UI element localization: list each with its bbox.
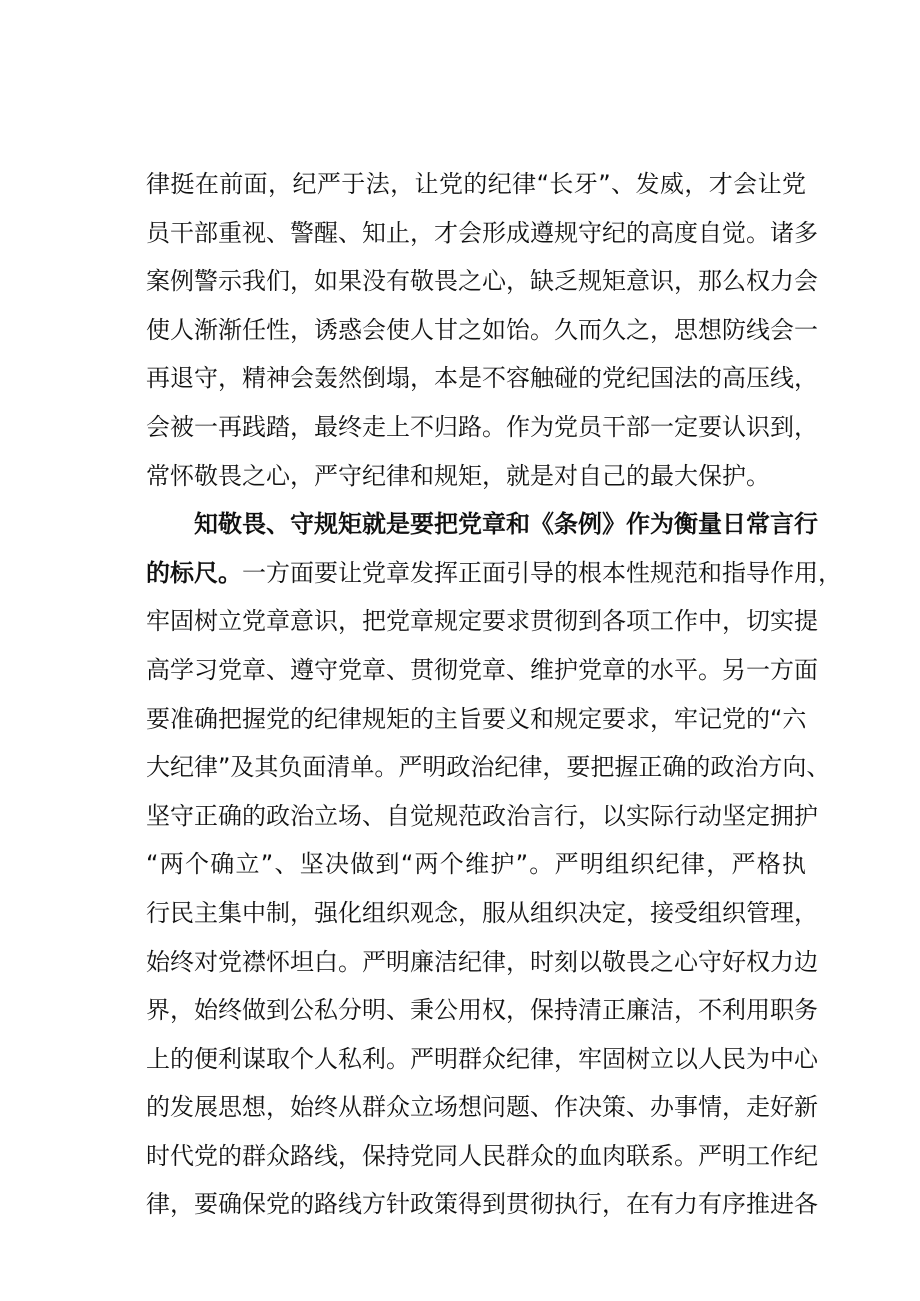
text-line: “两个确立”、坚决做到“两个维护”。严明组织纪律，严格执 [146,850,806,879]
paragraph-1 [146,160,818,500]
bold-heading-end: 的标尺。 [146,558,242,587]
heading-line [146,500,818,549]
text-line: 时代党的群众路线，保持党同人民群众的血肉联系。严明工作纪 [146,1141,818,1170]
text-line: 再退守，精神会轰然倒塌，本是不容触碰的党纪国法的高压线， [146,364,818,393]
body-text [146,160,842,1229]
text-line-rest: 一方面要让党章发挥正面引导的根本性规范和指导作用， [242,558,842,587]
text-line: 律，要确保党的路线方针政策得到贯彻执行，在有力有序推进各 [146,1190,818,1219]
text-line: 律挺在前面，纪严于法，让党的纪律“长牙”、发威，才会让党 [146,170,806,198]
text-line: 上的便利谋取个人私利。严明群众纪律，牢固树立以人民为中心 [146,1044,818,1073]
text-line: 始终对党襟怀坦白。严明廉洁纪律，时刻以敬畏之心守好权力边 [146,947,818,976]
text-line: 坚守正确的政治立场、自觉规范政治言行，以实际行动坚定拥护 [146,801,818,830]
paragraph-2 [146,500,842,1229]
text-line: 高学习党章、遵守党章、贯彻党章、维护党章的水平。另一方面 [146,655,818,684]
text-line: 界，始终做到公私分明、秉公用权，保持清正廉洁，不利用职务 [146,996,818,1025]
heading-continuation-line [146,549,842,598]
text-line: 的发展思想，始终从群众立场想问题、作决策、办事情，走好新 [146,1093,818,1122]
text-line: 要准确把握党的纪律规矩的主旨要义和规定要求，牢记党的“六 [146,704,807,733]
bold-heading-text: 知敬畏、守规矩就是要把党章和《条例》作为衡量日常言行 [194,510,818,539]
text-line: 大纪律”及其负面清单。严明政治纪律，要把握正确的政治方向、 [146,753,831,782]
text-line: 会被一再践踏，最终走上不归路。作为党员干部一定要认识到， [146,412,818,441]
text-line: 行民主集中制，强化组织观念，服从组织决定，接受组织管理， [146,898,818,927]
text-line: 牢固树立党章意识，把党章规定要求贯彻到各项工作中，切实提 [146,607,818,636]
text-line: 员干部重视、警醒、知止，才会形成遵规守纪的高度自觉。诸多 [146,218,818,247]
text-line: 使人渐渐任性，诱惑会使人甘之如饴。久而久之，思想防线会一 [146,315,818,344]
text-line: 常怀敬畏之心，严守纪律和规矩，就是对自己的最大保护。 [146,461,770,490]
text-line: 案例警示我们，如果没有敬畏之心，缺乏规矩意识，那么权力会 [146,267,818,296]
